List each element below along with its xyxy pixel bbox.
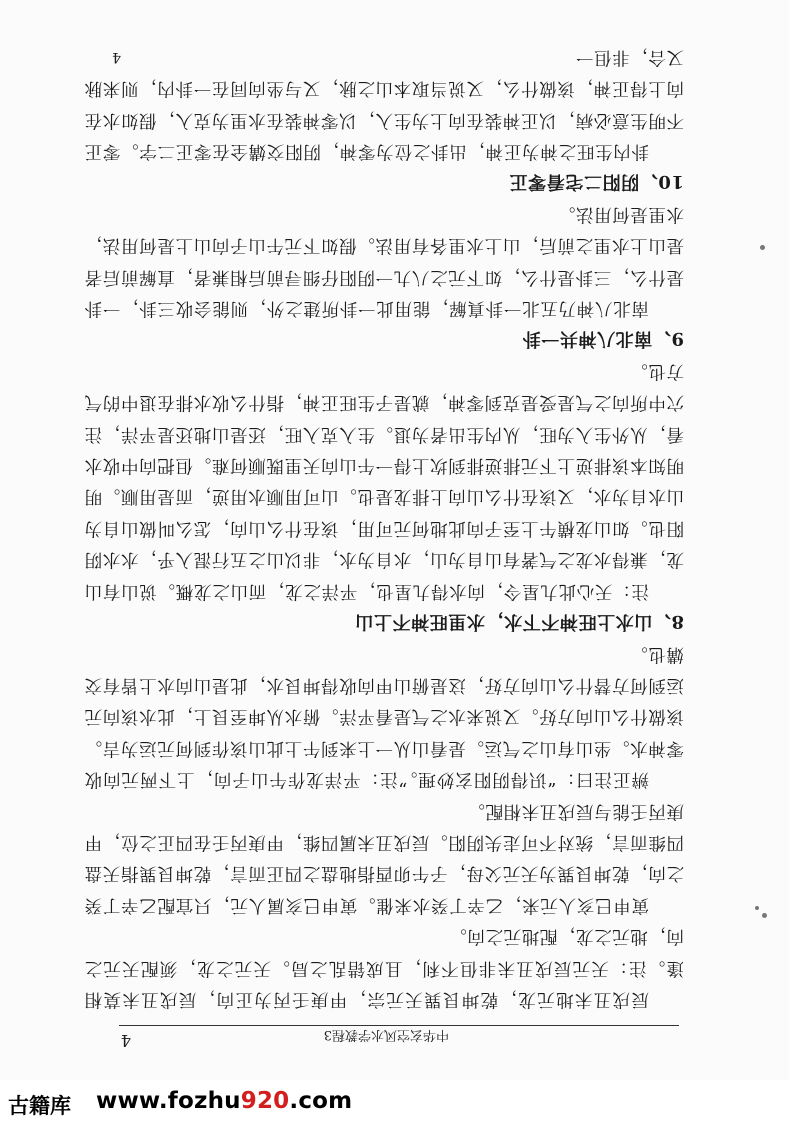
- watermark-footer: [0, 1088, 789, 1122]
- page-number: 4: [112, 49, 121, 65]
- paragraph: 注：天心此九星令，向水得九星也，平洋之龙，而山之龙概。说山有山龙，兼得水龙之气著有山自为山，水自为水，非以山之五行混入乎，水水阴阳也。如山龙横午上至子向此地何元可用，该在什么山向，怎么叫做山自为山水自为水，又该在什么山向上排龙是也。山可用顺水用逆，而是用顺。明明知本该排逆上下元排逆排到坎上得一午山向天里既顺何难。但把向中收水看，从外生入为旺，从内生出者为退。生入克入旺，还是山地还是平洋，注穴中所向之气是受是克到零神，就是子生旺正神，指什么收水排在退中的气方也。: [84, 360, 684, 601]
- paragraph: 辨正注曰：“识得阴阳玄妙理。”注：平洋龙作午山子向，上下两元向收零神水。坐山有山之气运。是看山从一上来到午上此山该作到何元运为吉。该做什么山向方好。又说来水之气是看平洋。俯水从坤至艮上，此水该向元运到何方替什么山向方好，这是俯山甲向收得坤艮水，此是山向水上皆有交媾也。: [84, 643, 684, 790]
- url-prefix: www.fozhu: [96, 1088, 241, 1114]
- section-heading: 8、山水上旺神不下水，水里旺神不上山: [354, 611, 684, 633]
- url-suffix: .com: [289, 1088, 353, 1114]
- page-body: [84, 40, 684, 1014]
- section-heading: 10、阴阳二宅看零正: [508, 171, 684, 193]
- paragraph: 卦内生旺之神为正神，出卦之位为零神，阴阳交媾全在零正二字。零正不明生意必病，以正神装在向上为生入，以零神装在水里为克入，假如水在向上得正神，该做什么，又说当取本山之脉，又与坐向同在一卦内，则来脉又合，非但一: [84, 46, 684, 162]
- paragraph: 辰戌丑未地元龙，乾坤艮巽天元宗，甲庚壬丙为正向，辰戌丑未莫相逢。注：天元辰戌丑未非但不利，且成错乱之局。天元之龙，须配天元之向，地元之龙，配地元之向。: [84, 926, 684, 1009]
- running-head-title: 中华玄空风水学教程3: [323, 1027, 449, 1042]
- scan-speck: [755, 906, 759, 910]
- scan-speck: [760, 245, 765, 250]
- paragraph: 南北八神乃五北一卦真解，能用此一卦所建之外，则能会收三卦，一卦是什么，三卦是什么，如下元之八九一阴阳仔细寻前后相兼者，直解前后者是山上水里之前后，山上水里各有用法。假如下元午山子向山上是何用法，水里是何用法。: [84, 203, 684, 319]
- site-brand: 古籍库: [8, 1094, 71, 1118]
- running-head-page-number: 4: [120, 1031, 131, 1050]
- section-heading: 9、南北八神共一卦: [522, 328, 684, 350]
- url-accent: 920: [240, 1088, 290, 1114]
- scan-speck: [762, 913, 767, 918]
- paragraph: 寅申巳亥人元来，乙辛丁癸水来催。寅申巳亥属人元，只宜配乙辛丁癸之向，乾坤艮巽为天元父母，子午卯酉指地盘之四正而言，乾坤艮巽指天盘四维而言，统对不可走失阴阳。辰戌丑未属四维，甲庚丙壬在四正之位，甲庚丙壬能与辰戌丑未相配。: [84, 800, 684, 915]
- running-head: [119, 1025, 679, 1050]
- site-url[interactable]: [96, 1088, 352, 1114]
